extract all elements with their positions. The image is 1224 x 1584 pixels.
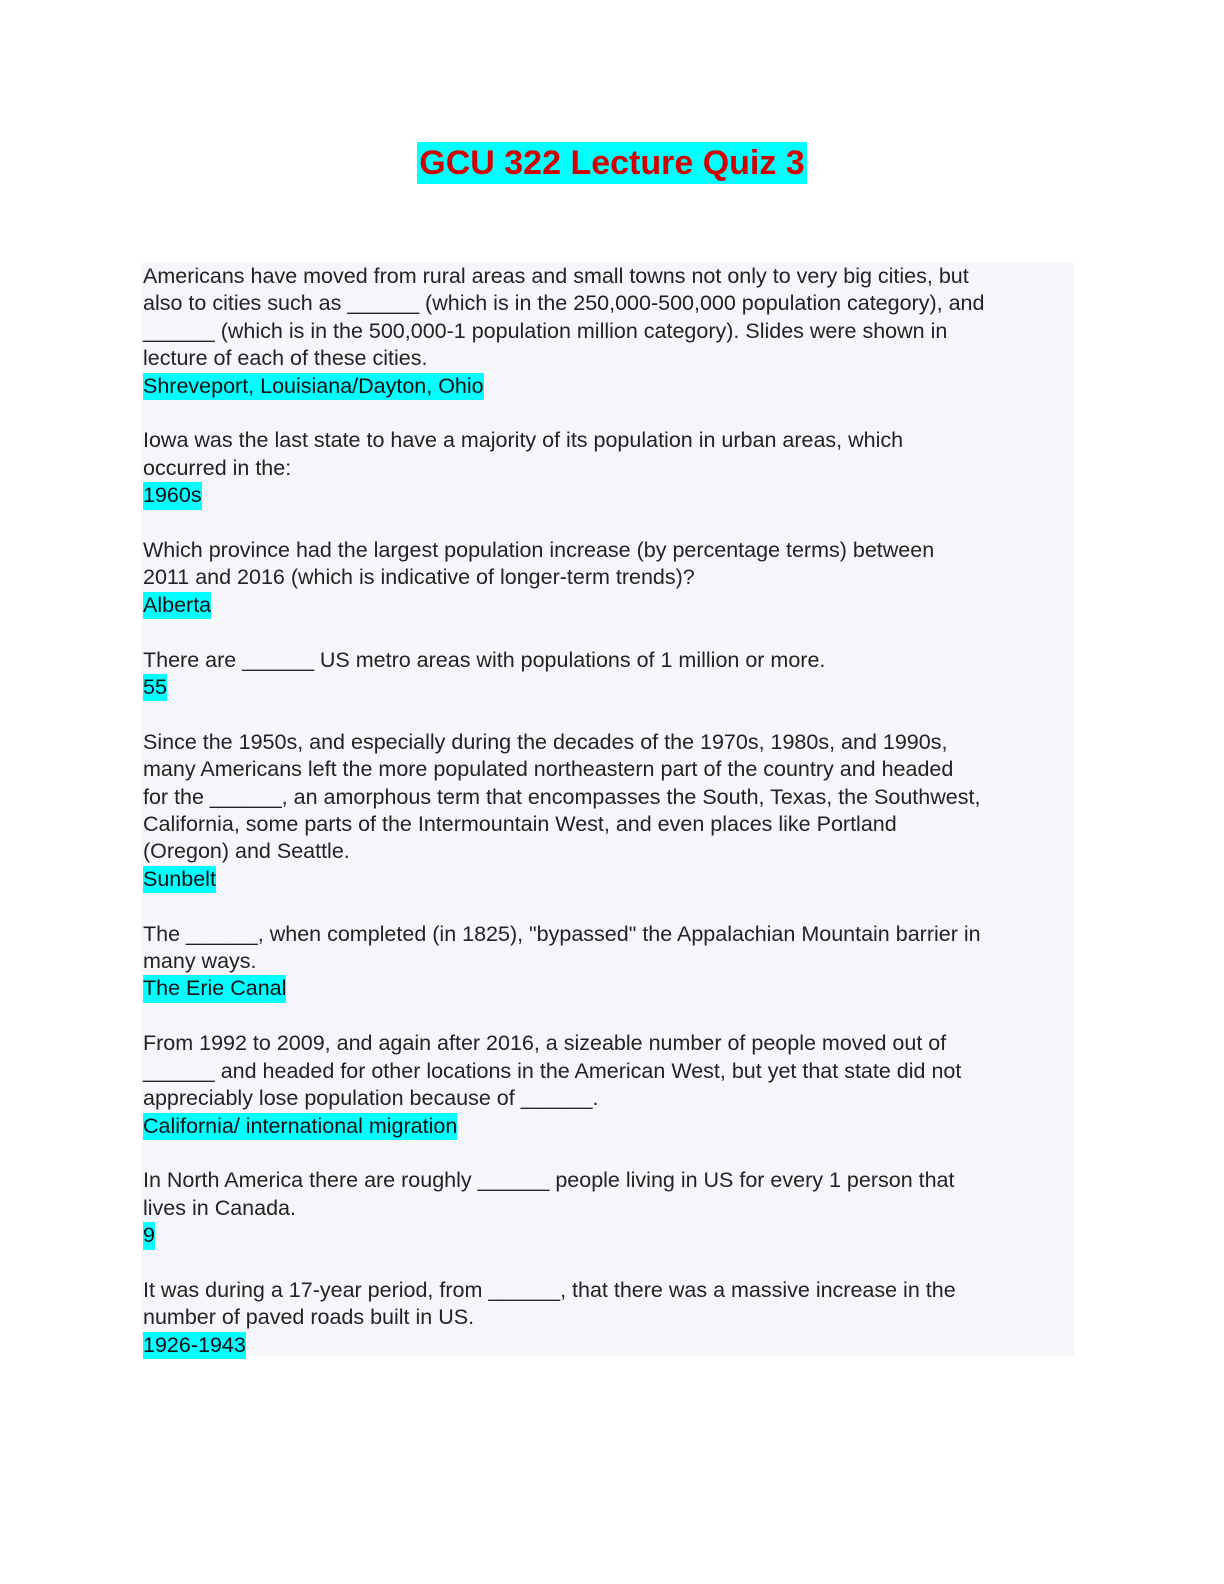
question-text: From 1992 to 2009, and again after 2016, a sizeable number of people moved out of ______ and headed for other locations in the American West, but yet that state did not appreciably lose population because of ______.: [143, 1031, 962, 1111]
question-text: Americans have moved from rural areas and small towns not only to very big cities, but also to cities such as ______ (which is in the 250,000-500,000 population category), and ______ (which is in the 500,000-1 population million category). Slides were shown in lecture of each of these cities.: [143, 264, 985, 371]
answer-text: Alberta: [143, 592, 211, 619]
quiz-item-7: [143, 1030, 1074, 1140]
answer-text: 9: [143, 1222, 155, 1249]
quiz-item-2: [143, 427, 1074, 509]
quiz-content: [141, 263, 1074, 1356]
quiz-item-4: [143, 647, 1074, 702]
question-text: The ______, when completed (in 1825), "bypassed" the Appalachian Mountain barrier in many ways.: [143, 921, 981, 974]
page-title: GCU 322 Lecture Quiz 3: [419, 144, 805, 182]
answer-text: Sunbelt: [143, 866, 216, 893]
quiz-item-5: [143, 729, 1074, 893]
question-text: It was during a 17-year period, from ______, that there was a massive increase in the number of paved roads built in US.: [143, 1277, 956, 1330]
answer-text: California/ international migration: [143, 1113, 457, 1140]
question-text: Which province had the largest population increase (by percentage terms) between 2011 and 2016 (which is indicative of longer-term trends)?: [143, 538, 935, 590]
question-text: There are ______ US metro areas with populations of 1 million or more.: [143, 647, 826, 672]
quiz-item-8: [143, 1167, 1074, 1249]
quiz-item-9: [143, 1277, 1074, 1359]
title-area: [0, 142, 1224, 184]
quiz-item-3: [143, 537, 1074, 619]
question-text: Iowa was the last state to have a majority of its population in urban areas, which occurred in the:: [143, 428, 904, 480]
answer-text: 55: [143, 674, 167, 701]
answer-text: 1960s: [143, 482, 202, 509]
answer-text: 1926-1943: [143, 1332, 246, 1359]
question-text: In North America there are roughly ______ people living in US for every 1 person that lives in Canada.: [143, 1168, 955, 1220]
question-text: Since the 1950s, and especially during the decades of the 1970s, 1980s, and 1990s, many Americans left the more populated northeastern part of the country and headed for the ______, an amorphous term that encompasses the South, Texas, the Southwest, California, some parts of the Intermountain West, and even places like Portland (Oregon) and Seattle.: [143, 729, 981, 864]
quiz-item-1: [143, 263, 1074, 400]
quiz-item-6: [143, 921, 1074, 1003]
answer-text: Shreveport, Louisiana/Dayton, Ohio: [143, 373, 484, 400]
answer-text: The Erie Canal: [143, 975, 286, 1002]
